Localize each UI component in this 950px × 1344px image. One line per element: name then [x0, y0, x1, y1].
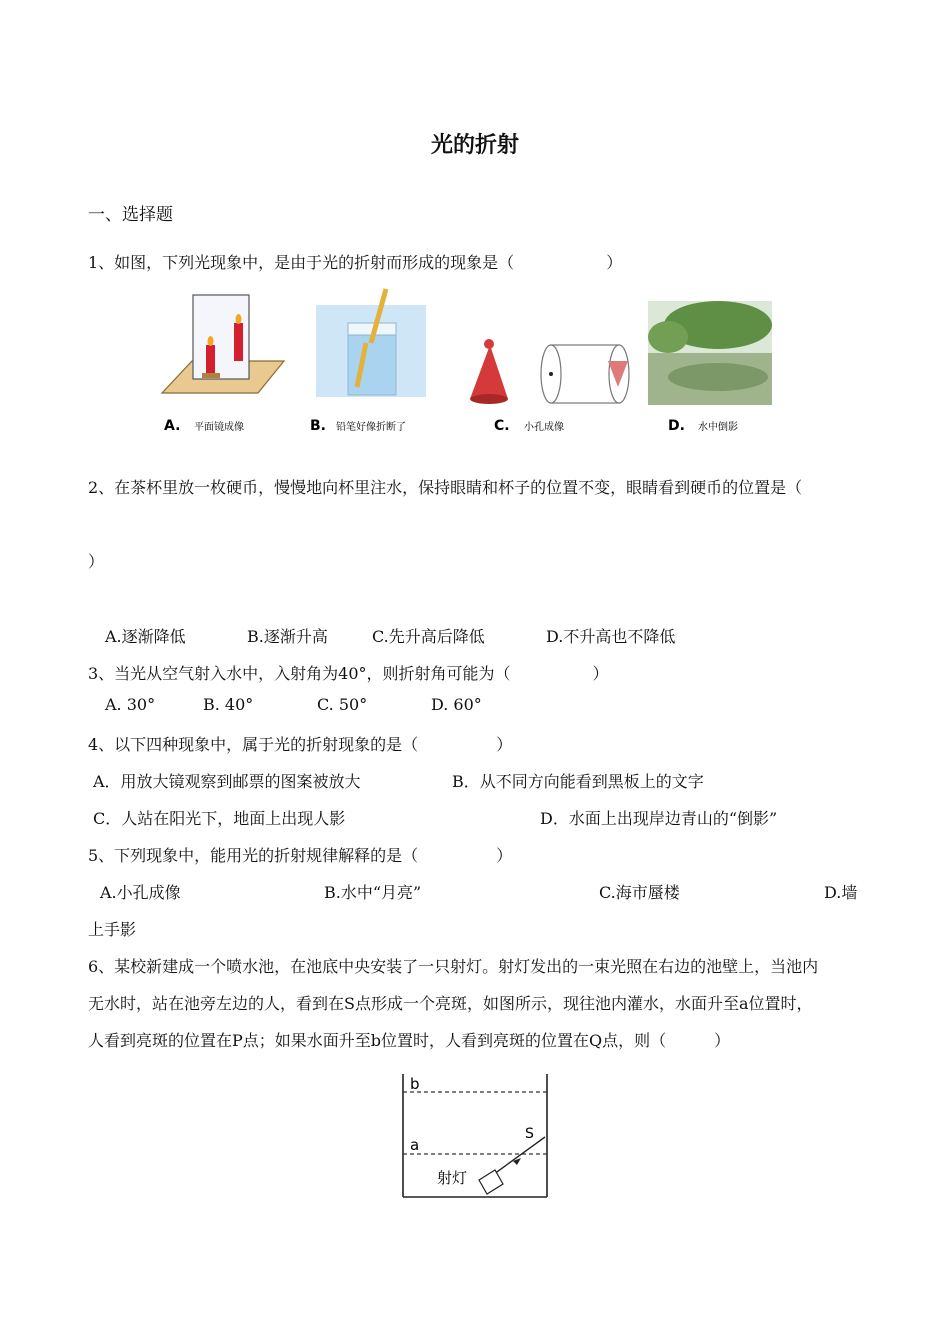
question-5-wrap: 上手影 [88, 920, 137, 939]
label-lamp: 射灯 [437, 1169, 468, 1187]
light-ray [490, 1137, 545, 1177]
question-6-line-1: 6、某校新建成一个喷水池，在池底中央安装了一只射灯。射灯发出的一束光照在右边的池壁上，当池内 [88, 957, 819, 976]
question-3-stem: 3、当光从空气射入水中，入射角为40°，则折射角可能为（ [88, 664, 511, 683]
question-1 [88, 250, 622, 273]
panel-a-image [162, 295, 284, 393]
question-6-line-3-text: 人看到亮斑的位置在P点；如果水面升至b位置时，人看到亮斑的位置在Q点，则（ [88, 1031, 667, 1050]
question-4 [88, 732, 512, 755]
label-b: b [410, 1075, 420, 1093]
question-6-close: ） [714, 1031, 731, 1050]
question-2-option-c: C.先升高后降低 [372, 627, 485, 646]
caption-d-text: 水中倒影 [698, 422, 738, 433]
question-3-option-a: A. 30° [105, 695, 156, 714]
question-4-stem: 4、以下四种现象中，属于光的折射现象的是（ [88, 735, 419, 754]
question-6-figure [395, 1062, 560, 1212]
section-heading: 一、选择题 [88, 205, 173, 225]
caption-a-letter: A. [164, 418, 181, 434]
panel-d-image [648, 301, 772, 405]
question-4-option-b: B．从不同方向能看到黑板上的文字 [452, 772, 704, 791]
question-3-option-c: C. 50° [317, 695, 368, 714]
question-5-option-b: B.水中“月亮” [324, 883, 422, 902]
caption-b-letter: B. [310, 418, 326, 434]
question-5-option-d: D.墙 [824, 883, 858, 902]
question-6-line-3 [88, 1028, 730, 1051]
spotlight-icon [479, 1170, 503, 1194]
caption-d-letter: D. [668, 418, 685, 434]
question-5-stem: 5、下列现象中，能用光的折射规律解释的是（ [88, 846, 419, 865]
question-5-option-c: C.海市蜃楼 [599, 883, 680, 902]
caption-a-text: 平面镜成像 [194, 422, 244, 433]
question-2-option-d: D.不升高也不降低 [546, 627, 676, 646]
question-3 [88, 661, 609, 684]
question-5-close: ） [496, 846, 513, 865]
label-a: a [410, 1136, 420, 1154]
question-2-close: ） [88, 552, 105, 571]
question-3-option-b: B. 40° [203, 695, 254, 714]
question-2-option-b: B.逐渐升高 [247, 627, 328, 646]
question-4-option-d: D．水面上出现岸边青山的“倒影” [540, 809, 778, 828]
question-5 [88, 843, 512, 866]
question-4-option-a: A．用放大镜观察到邮票的图案被放大 [93, 772, 361, 791]
question-3-option-d: D. 60° [431, 695, 482, 714]
question-4-option-c: C．人站在阳光下，地面上出现人影 [93, 809, 346, 828]
question-3-close: ） [592, 664, 609, 683]
question-1-close: ） [606, 253, 623, 272]
question-4-close: ） [496, 735, 513, 754]
question-1-stem: 1、如图，下列光现象中，是由于光的折射而形成的现象是（ [88, 253, 515, 272]
label-s: S [525, 1126, 534, 1142]
caption-c-text: 小孔成像 [524, 422, 564, 433]
caption-c-letter: C. [494, 418, 510, 434]
panel-b-image [316, 289, 426, 397]
page-title: 光的折射 [430, 132, 519, 158]
question-1-figure [158, 283, 778, 439]
question-6-line-2: 无水时，站在池旁左边的人，看到在S点形成一个亮斑，如图所示，现往池内灌水，水面升至a位置时， [88, 994, 813, 1013]
caption-b-text: 铅笔好像折断了 [336, 422, 406, 433]
panel-c-image [470, 339, 629, 404]
question-2-stem: 2、在茶杯里放一枚硬币，慢慢地向杯里注水，保持眼睛和杯子的位置不变，眼睛看到硬币的位置是（ [88, 478, 803, 497]
question-2-option-a: A.逐渐降低 [105, 627, 186, 646]
question-5-option-a: A.小孔成像 [100, 883, 181, 902]
